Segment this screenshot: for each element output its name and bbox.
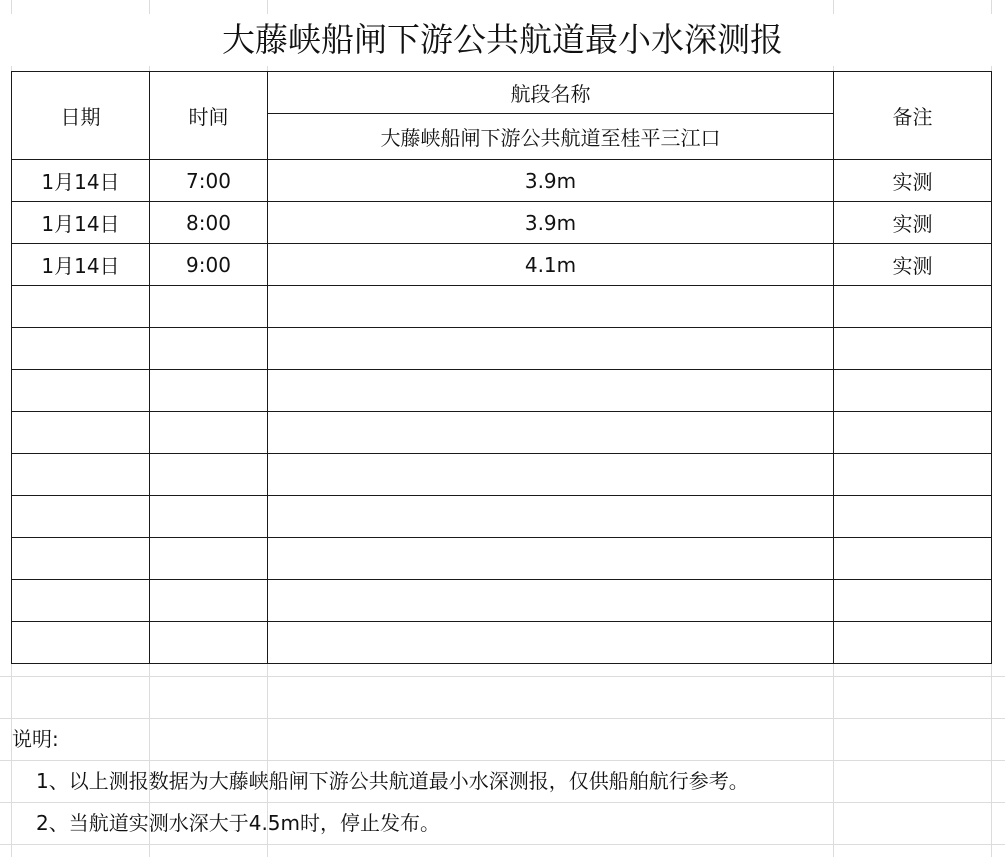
cell-remark: 实测 <box>834 244 992 286</box>
empty-cell <box>12 538 150 580</box>
empty-row <box>12 370 992 412</box>
empty-cell <box>268 328 834 370</box>
empty-row <box>12 496 992 538</box>
table-row <box>12 202 992 244</box>
cell-remark: 实测 <box>834 160 992 202</box>
table-row <box>12 160 992 202</box>
empty-cell <box>268 622 834 664</box>
report-title: 大藤峡船闸下游公共航道最小水深测报 <box>0 14 1005 66</box>
empty-cell <box>834 622 992 664</box>
empty-cell <box>834 328 992 370</box>
empty-cell <box>150 370 268 412</box>
cell-depth: 3.9m <box>268 202 834 244</box>
empty-cell <box>834 454 992 496</box>
empty-cell <box>12 580 150 622</box>
cell-depth: 3.9m <box>268 160 834 202</box>
empty-cell <box>150 622 268 664</box>
empty-cell <box>12 622 150 664</box>
empty-cell <box>268 538 834 580</box>
empty-cell <box>12 328 150 370</box>
empty-row <box>12 328 992 370</box>
cell-date: 1月14日 <box>12 160 150 202</box>
empty-cell <box>834 496 992 538</box>
cell-time: 7:00 <box>150 160 268 202</box>
cell-time: 8:00 <box>150 202 268 244</box>
empty-cell <box>12 412 150 454</box>
empty-cell <box>834 412 992 454</box>
note-item: 1、以上测报数据为大藤峡船闸下游公共航道最小水深测报，仅供船舶航行参考。 <box>36 769 749 793</box>
empty-cell <box>834 580 992 622</box>
empty-cell <box>268 370 834 412</box>
empty-cell <box>150 328 268 370</box>
empty-row <box>12 580 992 622</box>
empty-cell <box>150 412 268 454</box>
empty-cell <box>268 496 834 538</box>
empty-cell <box>12 454 150 496</box>
notes-section <box>0 718 1005 844</box>
empty-cell <box>150 538 268 580</box>
empty-cell <box>12 286 150 328</box>
empty-cell <box>834 538 992 580</box>
depth-report-table <box>11 71 992 664</box>
empty-cell <box>12 370 150 412</box>
empty-cell <box>268 412 834 454</box>
empty-row <box>12 454 992 496</box>
cell-time: 9:00 <box>150 244 268 286</box>
empty-cell <box>150 454 268 496</box>
empty-cell <box>12 496 150 538</box>
header-section: 大藤峡船闸下游公共航道至桂平三江口 <box>268 114 834 160</box>
empty-cell <box>150 286 268 328</box>
empty-row <box>12 622 992 664</box>
note-item: 2、当航道实测水深大于4.5m时，停止发布。 <box>36 811 441 835</box>
header-remark: 备注 <box>834 72 992 160</box>
header-time: 时间 <box>150 72 268 160</box>
empty-row <box>12 538 992 580</box>
notes-label: 说明: <box>12 727 59 751</box>
cell-date: 1月14日 <box>12 202 150 244</box>
empty-cell <box>834 286 992 328</box>
cell-depth: 4.1m <box>268 244 834 286</box>
header-date: 日期 <box>12 72 150 160</box>
empty-row <box>12 412 992 454</box>
table-row <box>12 244 992 286</box>
empty-cell <box>268 286 834 328</box>
sheet-gridline <box>0 676 1005 677</box>
empty-cell <box>150 496 268 538</box>
cell-remark: 实测 <box>834 202 992 244</box>
header-section-group: 航段名称 <box>268 72 834 114</box>
empty-row <box>12 286 992 328</box>
empty-cell <box>268 580 834 622</box>
empty-cell <box>268 454 834 496</box>
sheet-gridline <box>0 844 1005 845</box>
empty-cell <box>150 580 268 622</box>
empty-cell <box>834 370 992 412</box>
cell-date: 1月14日 <box>12 244 150 286</box>
